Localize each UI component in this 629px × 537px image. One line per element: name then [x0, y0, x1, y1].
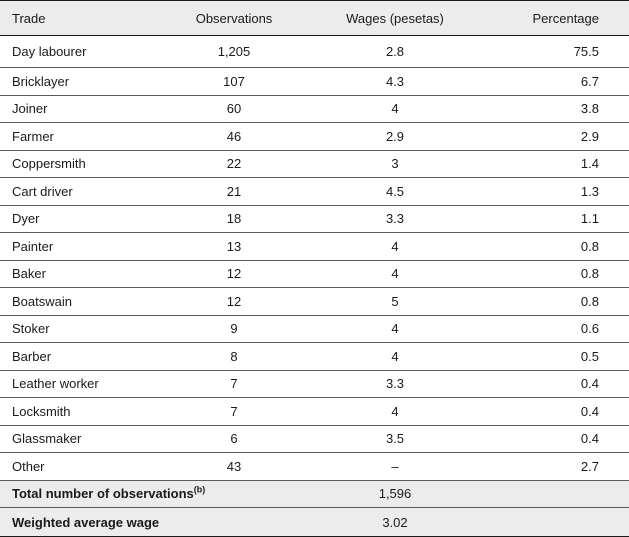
- observations-cell: 9: [160, 315, 302, 343]
- trade-cell: Other: [0, 453, 160, 481]
- table-row: [0, 205, 629, 233]
- wages-cell: 4.5: [302, 178, 482, 206]
- table-row: [0, 398, 629, 426]
- trade-cell: Barber: [0, 343, 160, 371]
- observations-cell: 46: [160, 123, 302, 151]
- percentage-cell: 0.4: [482, 370, 629, 398]
- observations-cell: 8: [160, 343, 302, 371]
- total-label-cell: [0, 480, 206, 508]
- header-percentage: Percentage: [482, 1, 629, 36]
- average-empty-cell: [160, 508, 302, 537]
- header-observations: Observations: [160, 1, 302, 36]
- table-row: [0, 288, 629, 316]
- summary-row-total: [0, 480, 629, 508]
- table-row: [0, 36, 629, 68]
- table-row: [0, 95, 629, 123]
- observations-cell: 107: [160, 68, 302, 96]
- trade-cell: Leather worker: [0, 370, 160, 398]
- percentage-cell: 1.1: [482, 205, 629, 233]
- table-row: [0, 150, 629, 178]
- average-empty-cell: [482, 508, 629, 537]
- wages-cell: 3.3: [302, 370, 482, 398]
- table-row: [0, 260, 629, 288]
- total-footnote-marker: (b): [193, 484, 206, 495]
- wages-cell: 4: [302, 233, 482, 261]
- wages-cell: 3: [302, 150, 482, 178]
- percentage-cell: 0.8: [482, 260, 629, 288]
- table-row: [0, 343, 629, 371]
- percentage-cell: 0.4: [482, 398, 629, 426]
- trade-cell: Farmer: [0, 123, 160, 151]
- percentage-cell: 0.8: [482, 288, 629, 316]
- wages-cell: 5: [302, 288, 482, 316]
- trade-cell: Day labourer: [0, 36, 160, 68]
- total-label: Total number of observations: [12, 486, 194, 502]
- wages-cell: 4: [302, 260, 482, 288]
- percentage-cell: 0.6: [482, 315, 629, 343]
- observations-cell: 13: [160, 233, 302, 261]
- observations-cell: 1,205: [160, 36, 302, 68]
- observations-cell: 43: [160, 453, 302, 481]
- trade-cell: Bricklayer: [0, 68, 160, 96]
- summary-row-average: [0, 508, 629, 537]
- observations-cell: 12: [160, 260, 302, 288]
- trade-cell: Glassmaker: [0, 425, 160, 453]
- total-value: 1,596: [302, 480, 482, 508]
- average-label: Weighted average wage: [0, 508, 160, 537]
- trade-cell: Joiner: [0, 95, 160, 123]
- table-row: [0, 233, 629, 261]
- average-value: 3.02: [302, 508, 482, 537]
- table-row: [0, 68, 629, 96]
- observations-cell: 60: [160, 95, 302, 123]
- table-row: [0, 178, 629, 206]
- percentage-cell: 2.9: [482, 123, 629, 151]
- table-row: [0, 370, 629, 398]
- header-trade: Trade: [0, 1, 160, 36]
- table-row: [0, 425, 629, 453]
- percentage-cell: 0.5: [482, 343, 629, 371]
- wages-cell: 4: [302, 315, 482, 343]
- trade-cell: Locksmith: [0, 398, 160, 426]
- wages-cell: 4: [302, 95, 482, 123]
- observations-cell: 18: [160, 205, 302, 233]
- trade-cell: Baker: [0, 260, 160, 288]
- observations-cell: 22: [160, 150, 302, 178]
- wages-cell: –: [302, 453, 482, 481]
- table-row: [0, 315, 629, 343]
- percentage-cell: 0.4: [482, 425, 629, 453]
- header-row: [0, 1, 629, 36]
- percentage-cell: 1.4: [482, 150, 629, 178]
- percentage-cell: 0.8: [482, 233, 629, 261]
- observations-cell: 21: [160, 178, 302, 206]
- observations-cell: 12: [160, 288, 302, 316]
- header-wages: Wages (pesetas): [302, 1, 482, 36]
- table-row: [0, 453, 629, 481]
- observations-cell: 7: [160, 398, 302, 426]
- wages-cell: 3.3: [302, 205, 482, 233]
- trade-cell: Stoker: [0, 315, 160, 343]
- wages-cell: 4.3: [302, 68, 482, 96]
- percentage-cell: 6.7: [482, 68, 629, 96]
- wages-cell: 2.9: [302, 123, 482, 151]
- trade-cell: Boatswain: [0, 288, 160, 316]
- trade-cell: Cart driver: [0, 178, 160, 206]
- percentage-cell: 1.3: [482, 178, 629, 206]
- percentage-cell: 75.5: [482, 36, 629, 68]
- percentage-cell: 2.7: [482, 453, 629, 481]
- trade-cell: Dyer: [0, 205, 160, 233]
- percentage-cell: 3.8: [482, 95, 629, 123]
- wages-cell: 4: [302, 343, 482, 371]
- total-empty-cell: [482, 480, 629, 508]
- trade-cell: Painter: [0, 233, 160, 261]
- wages-cell: 3.5: [302, 425, 482, 453]
- wages-cell: 4: [302, 398, 482, 426]
- trade-cell: Coppersmith: [0, 150, 160, 178]
- wages-cell: 2.8: [302, 36, 482, 68]
- table-row: [0, 123, 629, 151]
- observations-cell: 7: [160, 370, 302, 398]
- observations-cell: 6: [160, 425, 302, 453]
